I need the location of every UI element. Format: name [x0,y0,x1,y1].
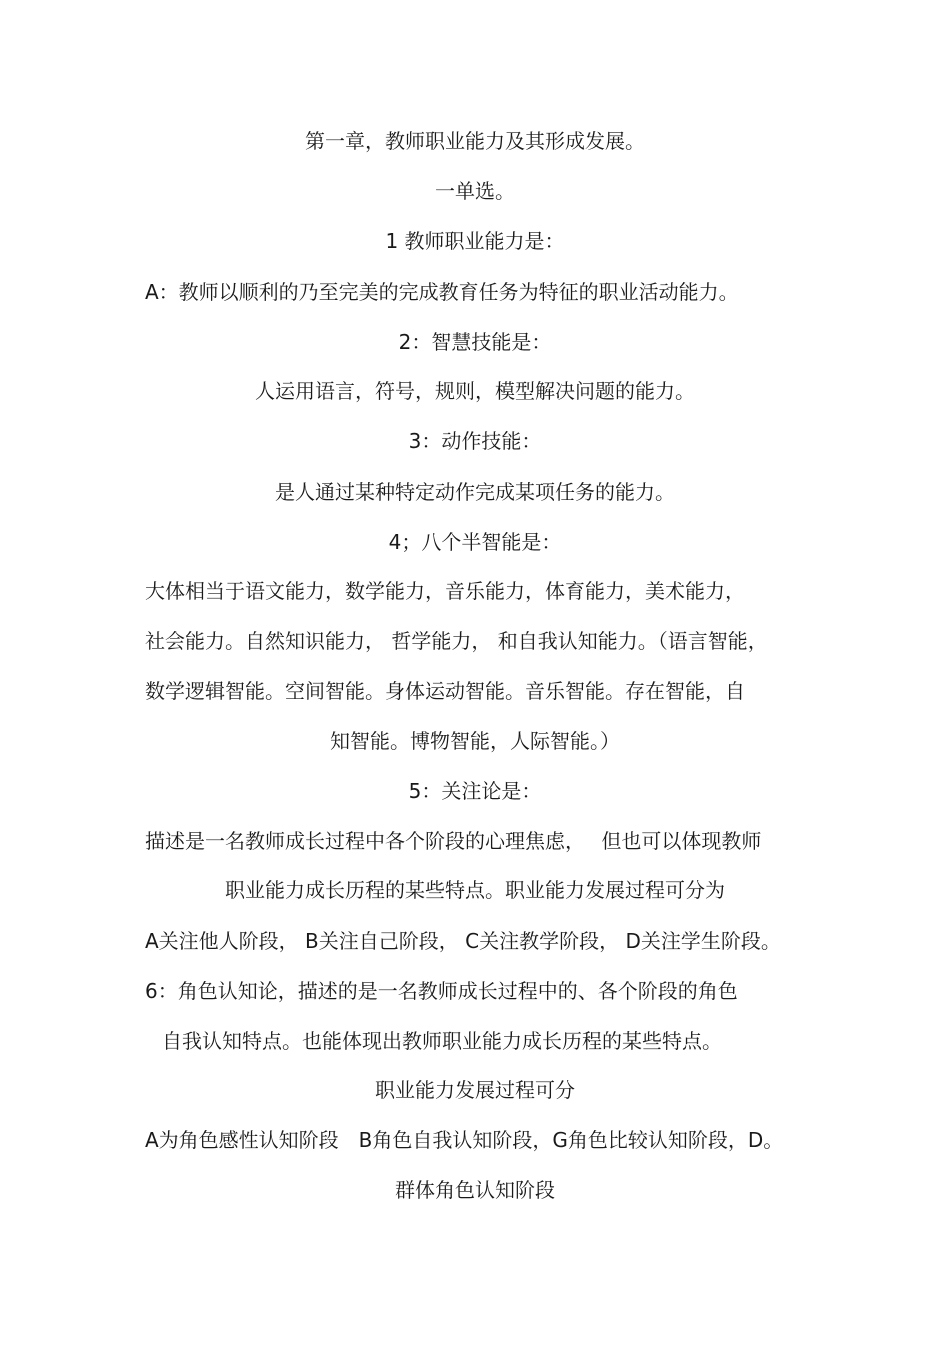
question-2-answer: 人运用语言，符号，规则，模型解决问题的能力。 [255,379,695,403]
question-4-answer-line-2: 社会能力。自然知识能力， 哲学能力， 和自我认知能力。（语言智能， [145,629,768,653]
question-1-heading: 1 教师职业能力是： [385,229,565,253]
chapter-title: 第一章，教师职业能力及其形成发展。 [305,129,645,153]
question-6-answer-line-4: A为角色感性认知阶段 B角色自我认知阶段，G角色比较认知阶段，D。 [145,1128,784,1152]
question-3-heading: 3：动作技能： [408,429,542,453]
question-2-heading: 2：智慧技能是： [398,330,552,354]
question-4-heading: 4；八个半智能是： [388,530,562,554]
question-6-answer-line-1: 6：角色认知论，描述的是一名教师成长过程中的、各个阶段的角色 [145,979,738,1003]
question-6-answer-line-5: 群体角色认知阶段 [395,1178,555,1202]
question-1-answer: A：教师以顺利的乃至完美的完成教育任务为特征的职业活动能力。 [145,280,739,304]
question-4-answer-line-4: 知智能。博物智能，人际智能。） [330,729,620,753]
question-6-answer-line-2: 自我认知特点。也能体现出教师职业能力成长历程的某些特点。 [162,1029,722,1053]
question-6-answer-line-3: 职业能力发展过程可分 [375,1078,575,1102]
question-5-answer-line-1: 描述是一名教师成长过程中各个阶段的心理焦虑， 但也可以体现教师 [145,829,762,853]
question-5-heading: 5：关注论是： [408,779,542,803]
question-4-answer-line-3: 数学逻辑智能。空间智能。身体运动智能。音乐智能。存在智能，自 [145,679,745,703]
question-5-answer-line-3: A关注他人阶段， B关注自己阶段， C关注教学阶段， D关注学生阶段。 [145,929,781,953]
question-4-answer-line-1: 大体相当于语文能力，数学能力，音乐能力，体育能力，美术能力， [145,579,745,603]
question-5-answer-line-2: 职业能力成长历程的某些特点。职业能力发展过程可分为 [225,878,725,902]
section-heading: 一单选。 [435,179,515,203]
question-3-answer: 是人通过某种特定动作完成某项任务的能力。 [275,480,675,504]
